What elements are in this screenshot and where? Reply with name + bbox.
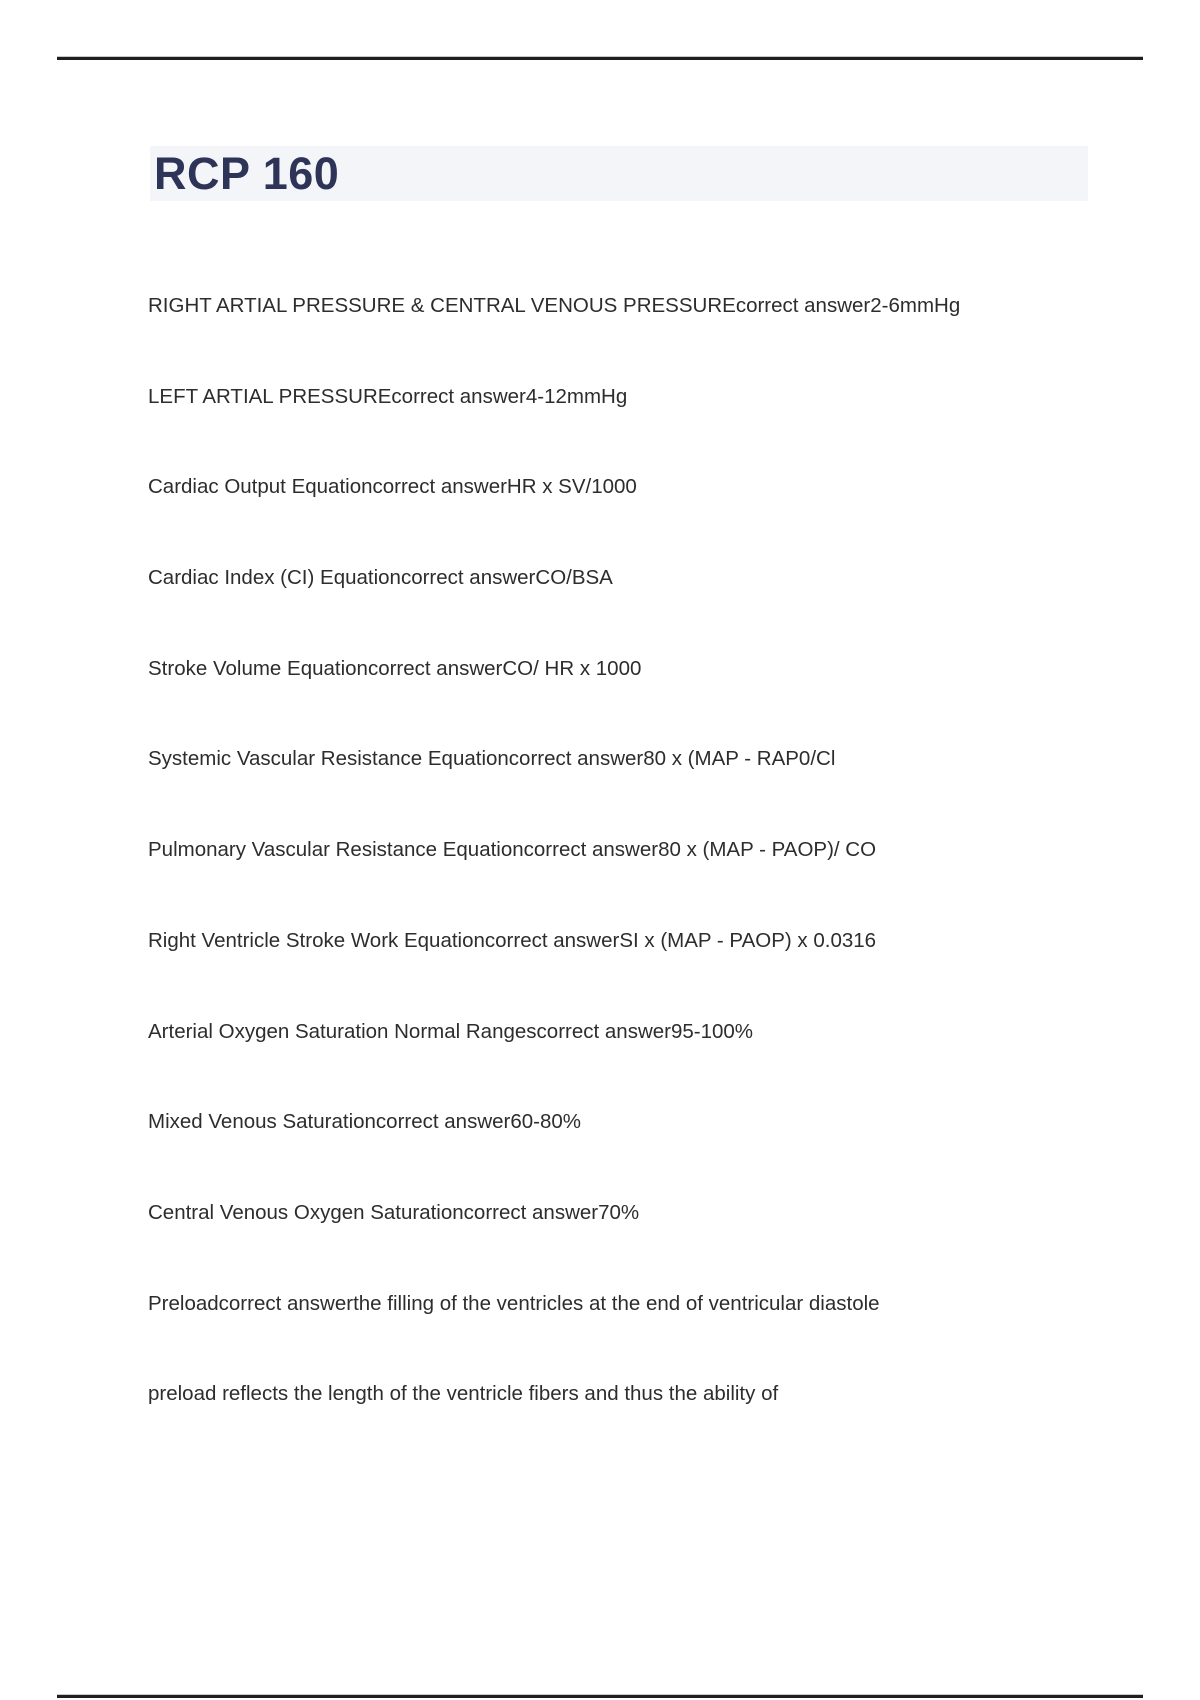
content-area: [148, 293, 1138, 1472]
qa-line: preload reflects the length of the ventricle fibers and thus the ability of: [148, 1382, 779, 1406]
qa-line: Pulmonary Vascular Resistance Equationcorrect answer80 x (MAP - PAOP)/ CO: [148, 838, 877, 862]
page-title: RCP 160: [154, 147, 340, 199]
qa-line: Mixed Venous Saturationcorrect answer60-80%: [148, 1110, 582, 1134]
qa-line: Stroke Volume Equationcorrect answerCO/ HR x 1000: [148, 656, 642, 680]
bottom-rule: [57, 1695, 1143, 1698]
qa-line: Systemic Vascular Resistance Equationcorrect answer80 x (MAP - RAP0/Cl: [148, 747, 836, 771]
qa-line: Arterial Oxygen Saturation Normal Rangescorrect answer95-100%: [148, 1019, 754, 1043]
qa-line: Cardiac Output Equationcorrect answerHR x SV/1000: [148, 475, 637, 499]
qa-line: Cardiac Index (CI) Equationcorrect answerCO/BSA: [148, 566, 613, 590]
qa-line: Central Venous Oxygen Saturationcorrect answer70%: [148, 1200, 640, 1224]
qa-line: LEFT ARTIAL PRESSUREcorrect answer4-12mmHg: [148, 384, 628, 408]
qa-line: Right Ventricle Stroke Work Equationcorrect answerSI x (MAP - PAOP) x 0.0316: [148, 928, 877, 952]
qa-line: Preloadcorrect answerthe filling of the ventricles at the end of ventricular diastole: [148, 1291, 880, 1315]
top-rule: [57, 57, 1143, 60]
qa-line: RIGHT ARTIAL PRESSURE & CENTRAL VENOUS PRESSUREcorrect answer2-6mmHg: [148, 294, 961, 317]
title-bar: [150, 146, 1088, 201]
